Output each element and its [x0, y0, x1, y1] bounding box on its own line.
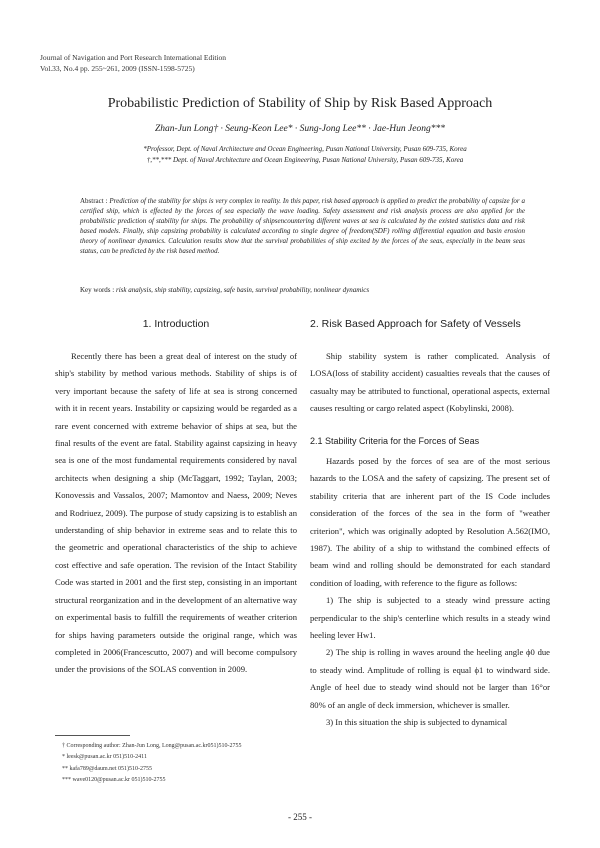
subsection-2-1-body [310, 453, 550, 732]
affiliation-2: †,**,*** Dept. of Naval Architecture and Ocean Engineering, Pusan National University, Pusan 609-735, Korea [146, 156, 464, 164]
section-1-body [55, 348, 297, 679]
section-1-heading: 1. Introduction [142, 318, 210, 330]
criterion-item-2: 2) The ship is rolling in waves around the heeling angle ϕ0 due to steady wind. Amplitude of rolling is equal ϕ1 to windward side. Angle of heel due to steady wind should not be larger than 16°or 80% of an angle of deck immersion, whichever is smaller. [310, 647, 550, 710]
journal-volume: Vol.33, No.4 pp. 255~261, 2009 (ISSN-1598-5725) [40, 64, 195, 73]
footnote-4: *** wave0120@pusan.ac.kr 051)510-2755 [62, 777, 166, 784]
subsection-2-1-heading: 2.1 Stability Criteria for the Forces of Seas [310, 436, 480, 446]
footnote-divider [55, 735, 130, 736]
footnote-3: ** kafa789@daum.net 051)510-2755 [62, 765, 153, 772]
criterion-item-3: 3) In this situation the ship is subjected to dynamical [326, 717, 508, 728]
keywords-label: Key words : [80, 286, 116, 294]
footnote-2: * leesk@pusan.ac.kr 051)510-2411 [62, 754, 147, 761]
footnotes [62, 741, 242, 787]
keywords [80, 286, 525, 294]
abstract-label: Abstract : [80, 197, 110, 205]
criterion-item-1: 1) The ship is subjected to a steady wind pressure acting perpendicular to the ship's centerline which results in a steady wind heeling lever Hw1. [310, 595, 550, 641]
page-number: - 255 - [288, 812, 312, 822]
section-2-paragraph: Ship stability system is rather complicated. Analysis of LOSA(loss of stability accident) casualties reveals that the causes of casualty may be attributed to functional, operational aspects, external causes resulting or cargo related aspect (Kobylinski, 2008). [310, 351, 550, 414]
author-list: Zhan-Jun Long† · Seung-Keon Lee* · Sung-Jong Lee** · Jae-Hun Jeong*** [155, 124, 445, 134]
journal-name: Journal of Navigation and Port Research International Edition [40, 53, 226, 62]
footnote-1: † Corresponding author: Zhan-Jun Long, Long@pusan.ac.kr051)510-2755 [62, 743, 242, 749]
subsection-paragraph: Hazards posed by the forces of sea are of the most serious hazards to the LOSA and the safety of capsizing. The present set of stability criteria that are inherent part of the IS Code includes consideration of the forces of the sea in the form of "weather criterion", which was originally adopted by Resolution A.562(IMO, 1987). The ability of a ship to withstand the combined effects of beam wind and rolling should be demonstrated for each standard condition of loading, with reference to the figure as follows: [310, 456, 550, 588]
affiliations [70, 144, 540, 166]
journal-header [40, 52, 226, 74]
section-1-paragraph: Recently there has been a great deal of interest on the study of ship's stability by method various methods. Stability of ships is of very important because the safety of life at sea is strong concerned with it in recent years. Instability or capsizing would be regarded as a rare event concerned with extreme behavior of ships at sea, but the final results of the event are fatal. Stability against capsizing in heavy sea is one of the most fundamental requirements considered by naval architects when designing a ship (McTaggart, 1992; Taylan, 2003; Konovessis and Vassalos, 2007; Mamontov and Naess, 2009; Neves and Rodriuez, 2009). The purpose of study capsizing is to establish an understanding of ship behavior in extreme seas and to relate this to the geometric and operational characteristics of the ship to achieve cost effective and safe operation. The revision of the Intact Stability Code was started in 2001 and the first step, consisting in an important structural reorganization and in the development of an alternative way on experimental basis to fulfill the requirements of weather criterion for ships having parameters outside the original range, which was completed in 2006(Francescutto, 2007) and will become compulsory under the provisions of the SOLAS convention in 2009. [55, 351, 297, 675]
section-2-intro [310, 348, 550, 418]
keywords-text: risk analysis, ship stability, capsizing, safe basin, survival probability, nonlinear dynamics [115, 286, 370, 294]
abstract [80, 196, 525, 256]
section-2-heading: 2. Risk Based Approach for Safety of Vessels [310, 318, 521, 330]
affiliation-1: *Professor, Dept. of Naval Architecture and Ocean Engineering, Pusan National University, Pusan 609-735, Korea [143, 145, 467, 153]
paper-title: Probabilistic Prediction of Stability of Ship by Risk Based Approach [107, 96, 493, 111]
abstract-text: Prediction of the stability for ships is very complex in reality. In this paper, risk based approach is applied to predict the probability of capsize for a certified ship, which is effected by the forces of sea especially the wave loading. Safety assessment and risk analysis process are also applied for the probabilistic prediction of stability for ships. The probability of shipsencountering different waves at sea is calculated by the existed statistics data and risk based models. Finally, ship capsizing probability is calculated according to single degree of freedom(SDF) rolling differential equation and basin erosion theory of nonlinear dynamics. Calculation results show that the survival probabilities of ship excited by the forces of the seas, especially in the beam seas status, can be predicted by the risk based method. [80, 197, 525, 255]
